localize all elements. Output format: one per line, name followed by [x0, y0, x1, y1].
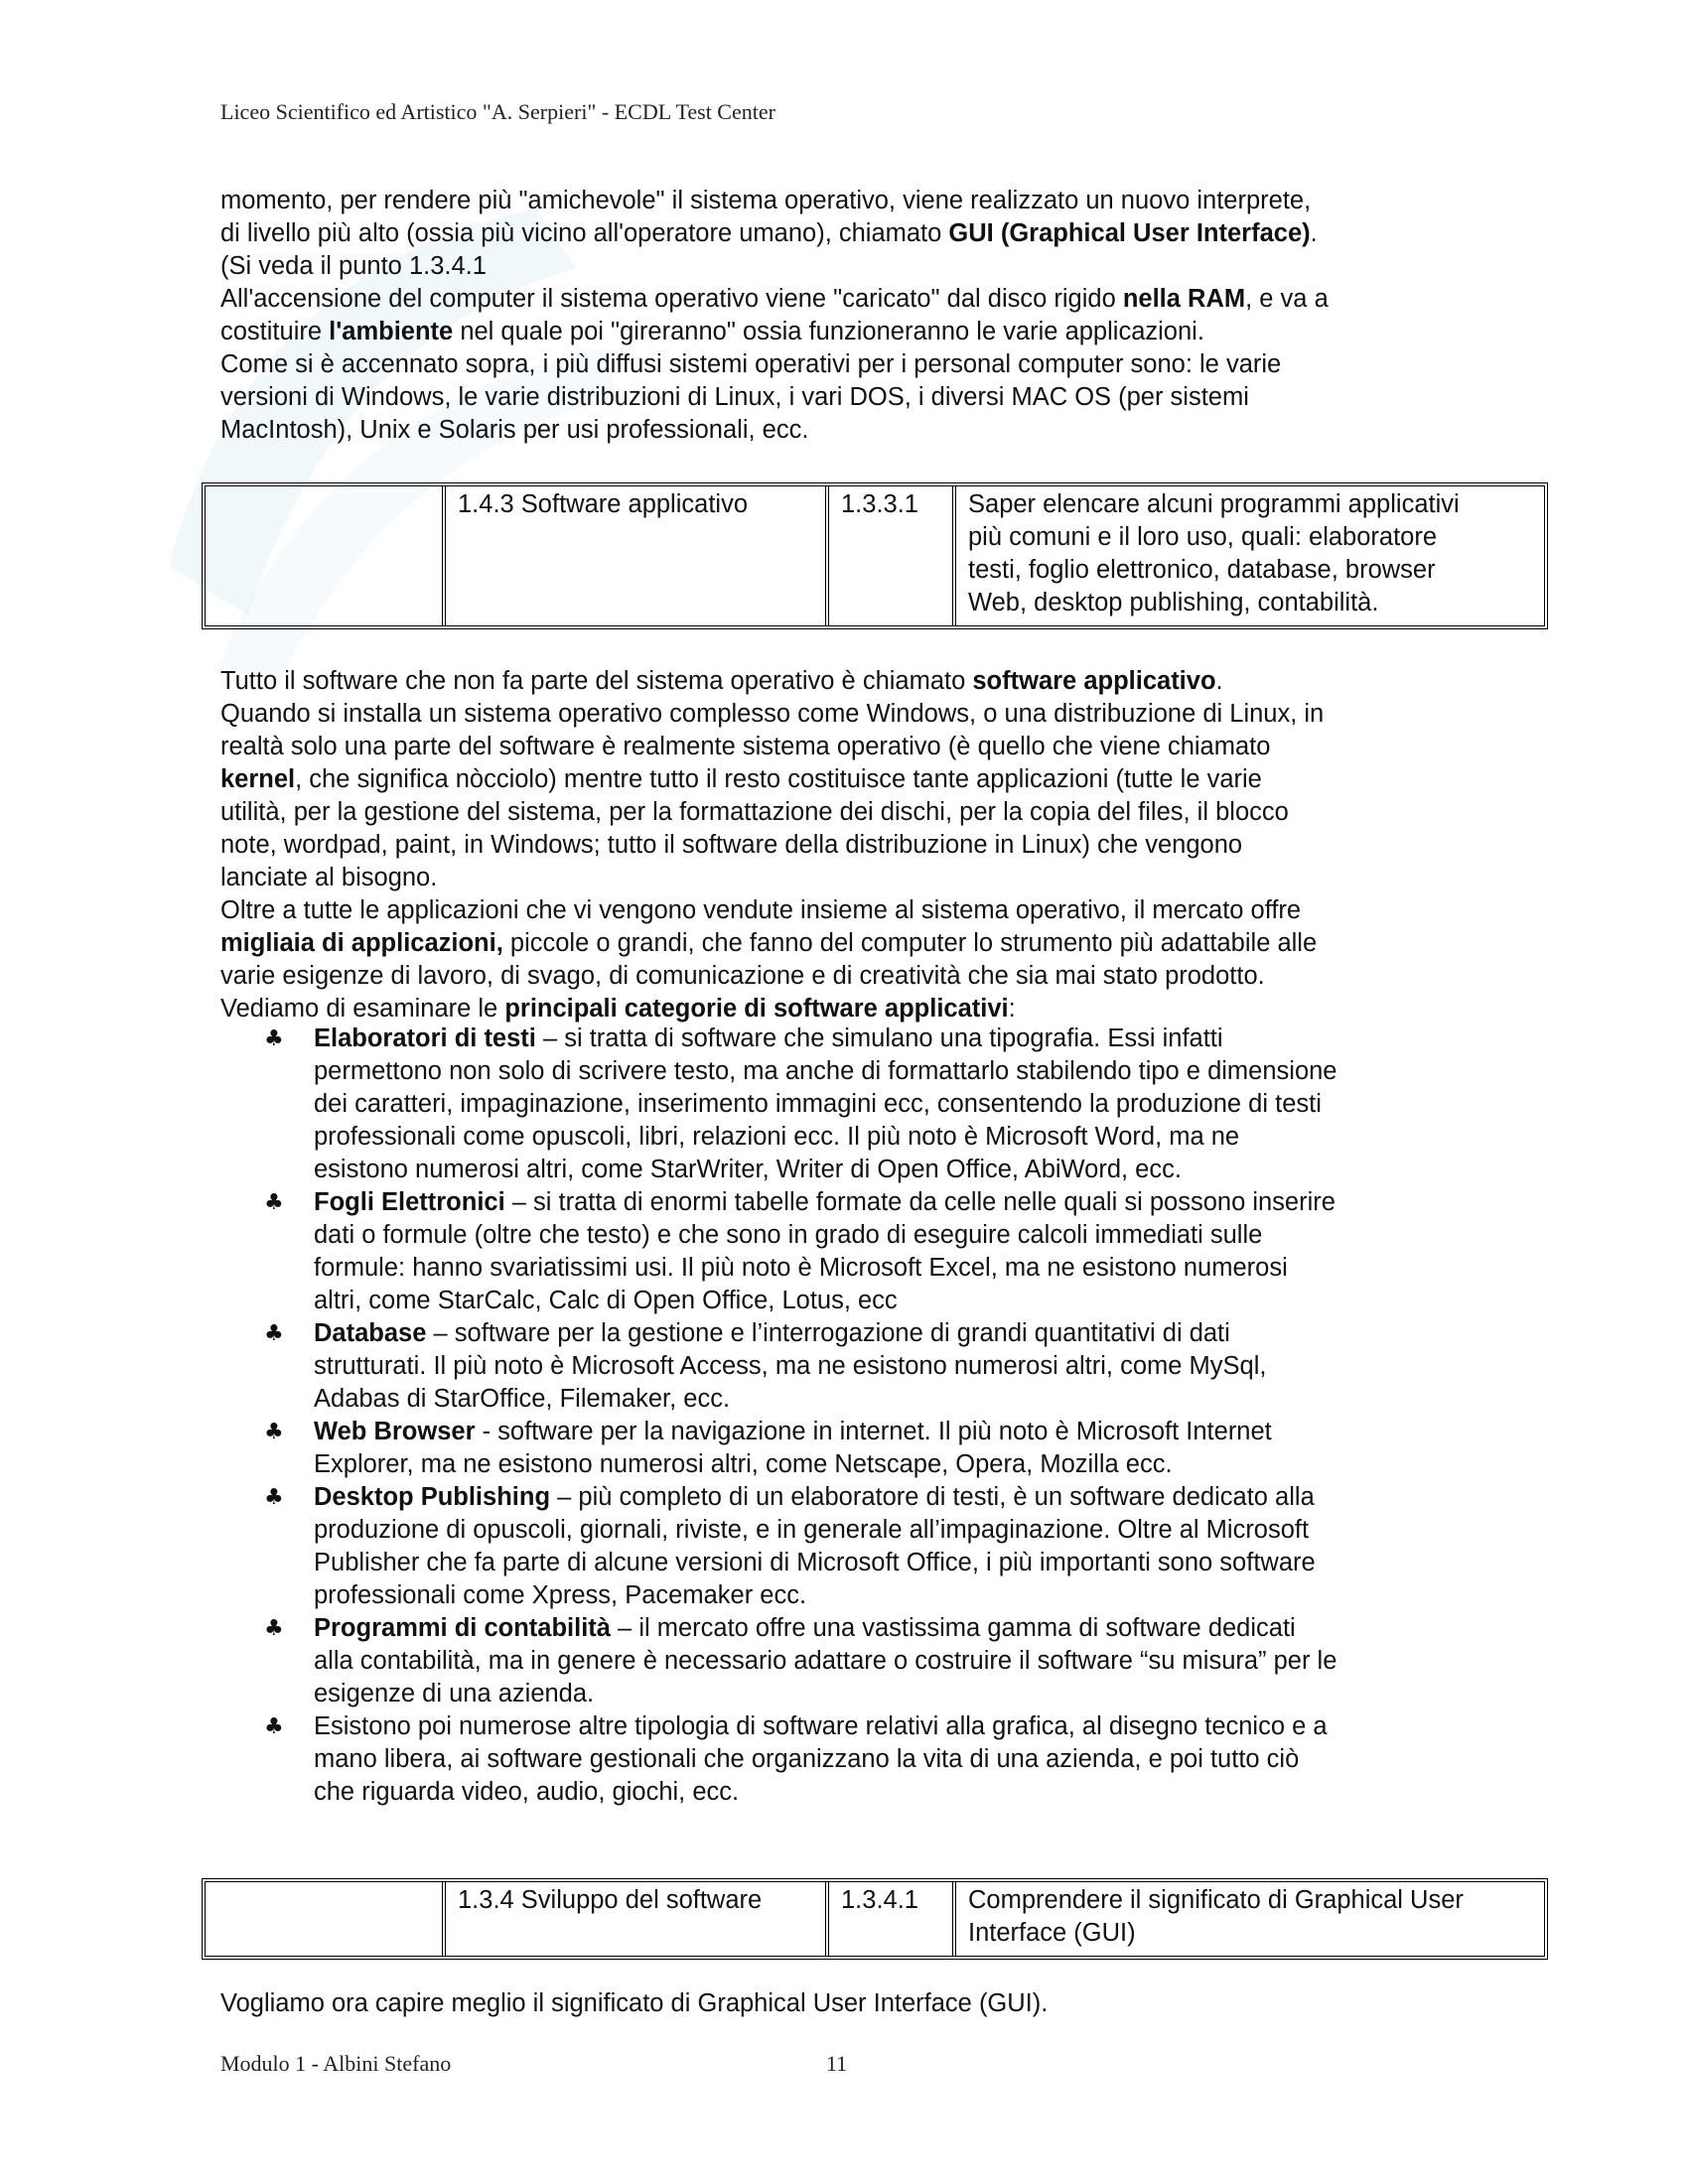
text-line: note, wordpad, paint, in Windows; tutto il software della distribuzione in Linux) che vengono — [220, 831, 1243, 859]
bold-term: Web Browser — [314, 1418, 476, 1445]
bold-term: Programmi di contabilità — [314, 1614, 611, 1642]
text-line: Oltre a tutte le applicazioni che vi vengono vendute insieme al sistema operativo, il mercato offre — [220, 896, 1302, 924]
text-line: produzione di opuscoli, giornali, riviste, e in generale all’impaginazione. Oltre al Microsoft — [314, 1516, 1310, 1544]
text-line: Explorer, ma ne esistono numerosi altri, come Netscape, Opera, Mozilla ecc. — [314, 1450, 1173, 1478]
list-item — [220, 1416, 1541, 1481]
text-line: esigenze di una azienda. — [314, 1680, 595, 1707]
text-line: Tutto il software che non fa parte del sistema operativo è chiamato software applicativo. — [220, 667, 1223, 695]
club-bullet-icon: ♣ — [264, 1026, 284, 1051]
bold-term: l'ambiente — [329, 318, 454, 345]
table-cell-code: 1.3.4.1 — [825, 1882, 952, 1956]
text-line: All'accensione del computer il sistema operativo viene "caricato" dal disco rigido nella RAM, e va a — [220, 285, 1329, 313]
syllabus-table-2 — [202, 1878, 1548, 1960]
bold-term: principali categorie di software applicativi — [504, 995, 1009, 1023]
list-item — [220, 1023, 1541, 1186]
objective-line: più comuni e il loro uso, quali: elaboratore — [968, 523, 1438, 551]
text-line: alla contabilità, ma in genere è necessario adattare o costruire il software “su misura” per le — [314, 1647, 1337, 1675]
bold-term: Database — [314, 1319, 427, 1347]
list-item — [220, 1186, 1541, 1317]
text-line: Vediamo di esaminare le principali categorie di software applicativi: — [220, 995, 1016, 1023]
club-bullet-icon: ♣ — [264, 1485, 284, 1510]
bold-term: GUI (Graphical User Interface) — [948, 219, 1311, 247]
table-cell-section: 1.3.4 Sviluppo del software — [442, 1882, 825, 1956]
club-bullet-icon: ♣ — [264, 1616, 284, 1641]
text-line: Web Browser - software per la navigazione in internet. Il più noto è Microsoft Internet — [314, 1418, 1272, 1445]
list-item — [220, 1481, 1541, 1612]
bold-term: Elaboratori di testi — [314, 1024, 536, 1052]
table-cell-code: 1.3.3.1 — [825, 486, 952, 625]
objective-line: Web, desktop publishing, contabilità. — [968, 589, 1379, 616]
text-line: esistono numerosi altri, come StarWriter, Writer di Open Office, AbiWord, ecc. — [314, 1156, 1182, 1183]
club-bullet-icon: ♣ — [264, 1420, 284, 1444]
syllabus-table-1 — [202, 482, 1548, 629]
text-line: Database – software per la gestione e l’interrogazione di grandi quantitativi di dati — [314, 1319, 1230, 1347]
software-applicativo-paragraph — [220, 665, 1531, 1025]
text-line: altri, come StarCalc, Calc di Open Office, Lotus, ecc — [314, 1287, 898, 1314]
text-line: Adabas di StarOffice, Filemaker, ecc. — [314, 1385, 731, 1413]
text-line: strutturati. Il più noto è Microsoft Access, ma ne esistono numerosi altri, come MySql, — [314, 1352, 1267, 1380]
page-header: Liceo Scientifico ed Artistico "A. Serpieri" - ECDL Test Center — [220, 99, 775, 124]
text-line: (Si veda il punto 1.3.4.1 — [220, 252, 487, 280]
bold-term: migliaia di applicazioni, — [220, 929, 503, 957]
text-line: mano libera, ai software gestionali che organizzano la vita di una azienda, e poi tutto ciò — [314, 1745, 1300, 1773]
text-line: Programmi di contabilità – il mercato offre una vastissima gamma di software dedicati — [314, 1614, 1296, 1642]
club-bullet-icon: ♣ — [264, 1321, 284, 1346]
text-line: MacIntosh), Unix e Solaris per usi professionali, ecc. — [220, 416, 809, 444]
table-cell-section: 1.4.3 Software applicativo — [442, 486, 825, 625]
text-line: formule: hanno svariatissimi usi. Il più noto è Microsoft Excel, ma ne esistono numerosi — [314, 1254, 1288, 1282]
text-line: Elaboratori di testi – si tratta di software che simulano una tipografia. Essi infatti — [314, 1024, 1223, 1052]
list-item — [220, 1317, 1541, 1416]
club-bullet-icon: ♣ — [264, 1190, 284, 1215]
text-line: che riguarda video, audio, giochi, ecc. — [314, 1778, 740, 1806]
text-line: migliaia di applicazioni, piccole o grandi, che fanno del computer lo strumento più adattabile alle — [220, 929, 1318, 957]
text-line: Quando si installa un sistema operativo complesso come Windows, o una distribuzione di Linux, in — [220, 700, 1325, 728]
text-line: kernel, che significa nòcciolo) mentre tutto il resto costituisce tante applicazioni (tutte le varie — [220, 765, 1262, 793]
text-line: lanciate al bisogno. — [220, 864, 438, 891]
text-line: Fogli Elettronici – si tratta di enormi tabelle formate da celle nelle quali si possono inserire — [314, 1188, 1336, 1216]
bold-term: software applicativo — [972, 667, 1216, 695]
text-line: varie esigenze di lavoro, di svago, di comunicazione e di creatività che sia mai stato prodotto. — [220, 962, 1265, 990]
text-line: realtà solo una parte del software è realmente sistema operativo (è quello che viene chiamato — [220, 733, 1271, 760]
table-cell-empty — [206, 1882, 442, 1956]
page-number: 11 — [826, 2051, 848, 2076]
list-item — [220, 1612, 1541, 1710]
objective-line: Saper elencare alcuni programmi applicativi — [968, 490, 1460, 518]
text-line: momento, per rendere più "amichevole" il sistema operativo, viene realizzato un nuovo interprete, — [220, 187, 1312, 214]
text-line: Come si è accennato sopra, i più diffusi sistemi operativi per i personal computer sono: le varie — [220, 350, 1282, 378]
table-cell-objective — [952, 486, 1544, 625]
text-line: professionali come opuscoli, libri, relazioni ecc. Il più noto è Microsoft Word, ma ne — [314, 1123, 1240, 1151]
text-line: utilità, per la gestione del sistema, per la formattazione dei dischi, per la copia del files, il blocco — [220, 798, 1289, 826]
bold-term: Desktop Publishing — [314, 1483, 551, 1511]
footer-author: Modulo 1 - Albini Stefano — [220, 2051, 452, 2076]
text-line: dati o formule (oltre che testo) e che sono in grado di eseguire calcoli immediati sulle — [314, 1221, 1263, 1249]
objective-line: Interface (GUI) — [968, 1919, 1136, 1947]
list-item — [220, 1710, 1541, 1809]
text-line: Desktop Publishing – più completo di un elaboratore di testi, è un software dedicato alla — [314, 1483, 1315, 1511]
table-cell-empty — [206, 486, 442, 625]
categories-list — [220, 1023, 1541, 1809]
text-line: Publisher che fa parte di alcune versioni di Microsoft Office, i più importanti sono software — [314, 1549, 1316, 1576]
intro-paragraph — [220, 185, 1531, 447]
objective-line: testi, foglio elettronico, database, browser — [968, 556, 1436, 584]
text-line: professionali come Xpress, Pacemaker ecc. — [314, 1581, 807, 1609]
bold-term: nella RAM — [1122, 285, 1246, 313]
text-line: Esistono poi numerose altre tipologia di software relativi alla grafica, al disegno tecnico e a — [314, 1712, 1328, 1740]
club-bullet-icon: ♣ — [264, 1714, 284, 1739]
bold-term: Fogli Elettronici — [314, 1188, 505, 1216]
closing-sentence: Vogliamo ora capire meglio il significato di Graphical User Interface (GUI). — [220, 1989, 1049, 2017]
text-line: costituire l'ambiente nel quale poi "gireranno" ossia funzioneranno le varie applicazioni. — [220, 318, 1204, 345]
text-line: permettono non solo di scrivere testo, ma anche di formattarlo stabilendo tipo e dimensione — [314, 1057, 1337, 1085]
bold-term: kernel — [220, 765, 296, 793]
text-line: dei caratteri, impaginazione, inserimento immagini ecc, consentendo la produzione di testi — [314, 1090, 1322, 1118]
objective-line: Comprendere il significato di Graphical User — [968, 1886, 1464, 1914]
text-line: versioni di Windows, le varie distribuzioni di Linux, i vari DOS, i diversi MAC OS (per sistemi — [220, 383, 1249, 411]
text-line: di livello più alto (ossia più vicino all'operatore umano), chiamato GUI (Graphical User Interface). — [220, 219, 1318, 247]
table-cell-objective — [952, 1882, 1544, 1956]
